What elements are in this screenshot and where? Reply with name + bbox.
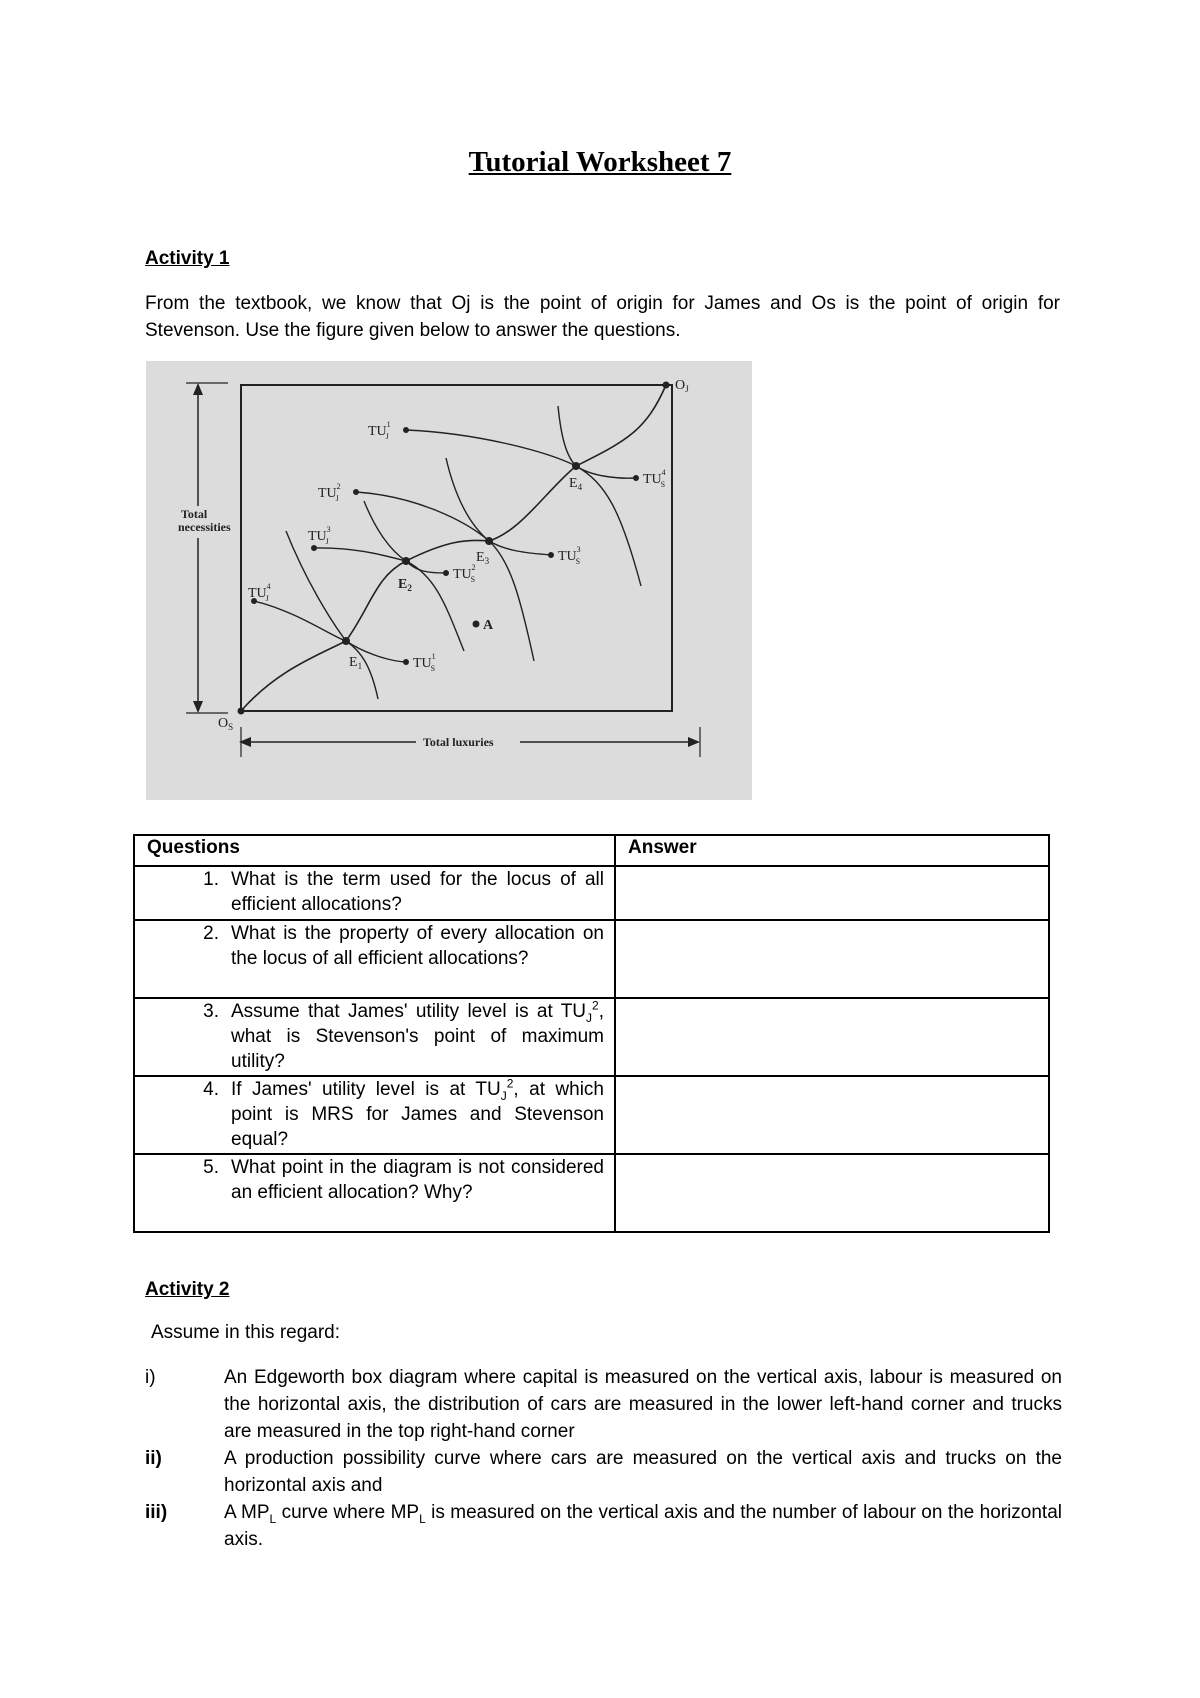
svg-text:TU3S: $TU^3$ S: [558, 545, 581, 566]
table-row: [134, 998, 1049, 1076]
svg-text:E2: $E_2$: [398, 577, 412, 593]
point-e3: [485, 537, 493, 545]
list-item: [145, 1364, 1062, 1445]
tuj3-curve: [314, 548, 464, 651]
question-cell: [134, 1154, 615, 1232]
svg-text:E3: $E_3$: [476, 550, 490, 566]
label-e4: E: [569, 476, 578, 491]
svg-text:OJ: $O_J$: [675, 378, 689, 394]
list-item-text: A production possibility curve where cars are measured on the vertical axis and trucks on the horizontal axis and: [224, 1448, 1062, 1496]
answer-column-header: Answer: [615, 835, 1049, 866]
svg-text:TU2S: $TU^2$ S: [453, 563, 476, 584]
label-e3: E: [476, 550, 485, 565]
svg-text:TU2J: $TU^2$ J: [318, 482, 341, 503]
tus1-sup: 1: [431, 652, 436, 661]
tuj1-curve: [406, 430, 641, 586]
question-number: 4.: [203, 1079, 219, 1100]
list-item: [145, 1499, 1062, 1553]
tus3-sub: S: [575, 557, 581, 566]
question-text: What is the property of every allocation on the locus of all efficient allocations?: [231, 923, 604, 969]
svg-text:TU4S: $TU^4$ S: [643, 468, 666, 489]
question-text: Assume that James' utility level is at $TU_J^2$, what is Stevenson's point of maximum utility?: [231, 998, 604, 1072]
tus4-sup: 4: [661, 468, 666, 477]
point-oj: [663, 382, 670, 389]
question-cell: [134, 998, 615, 1076]
activity-1-intro: From the textbook, we know that Oj is the point of origin for James and Os is the point of origin for Stevenson. Use the figure given below to answer the questions.: [145, 293, 1060, 341]
y-axis-label-2: necessities: [178, 520, 231, 534]
tus4-sub: S: [660, 480, 666, 489]
table-row: [134, 1076, 1049, 1154]
answer-cell[interactable]: [615, 1154, 1049, 1232]
edgeworth-box-figure: [146, 361, 752, 800]
tuj4-curve: [254, 601, 378, 699]
answer-cell[interactable]: [615, 1076, 1049, 1154]
list-marker: ii): [145, 1448, 162, 1469]
tuj4-sub: J: [265, 594, 269, 603]
point-e1: [342, 637, 350, 645]
answer-cell[interactable]: [615, 866, 1049, 920]
question-number: 3.: [203, 1001, 219, 1022]
tuj1-sub: J: [385, 432, 389, 441]
tuj2-curve: [356, 492, 534, 661]
tuj3-sup: 3: [326, 525, 331, 534]
tuj3-sub: J: [325, 537, 329, 546]
point-e4: [572, 462, 580, 470]
tus1-sub: S: [430, 664, 436, 673]
tuj1-sup: 1: [386, 420, 391, 429]
questions-column-header: Questions: [134, 835, 615, 866]
list-item-text: An Edgeworth box diagram where capital is measured on the vertical axis, labour is measured on the horizontal axis, the distribution of cars are measured in the lower left-hand corner and trucks are measured in the top right-hand corner: [224, 1367, 1062, 1442]
answer-cell[interactable]: [615, 998, 1049, 1076]
svg-text:E1: $E_1$: [349, 655, 363, 671]
table-header-row: [134, 835, 1049, 866]
question-number: 2.: [203, 923, 219, 944]
tus3-sup: 3: [576, 545, 581, 554]
question-text: What is the term used for the locus of all efficient allocations?: [231, 869, 604, 915]
x-axis-label: Total luxuries: [423, 735, 494, 749]
activity-2-intro: Assume in this regard:: [151, 1322, 341, 1343]
question-cell: [134, 866, 615, 920]
answer-cell[interactable]: [615, 920, 1049, 998]
tuj2-sub: J: [335, 494, 339, 503]
y-axis-label-1: Total: [181, 507, 208, 521]
table-row: [134, 1154, 1049, 1232]
question-number: 1.: [203, 869, 219, 890]
label-oj: O: [675, 378, 686, 393]
tus2-sub: S: [470, 575, 476, 584]
point-os: [238, 708, 245, 715]
questions-table: [133, 834, 1050, 1233]
label-e2: E: [398, 577, 408, 592]
svg-text:TU1J: $TU^1$ J: [368, 420, 391, 441]
list-item: [145, 1445, 1062, 1499]
label-os: O: [218, 716, 229, 731]
point-a: [473, 621, 480, 628]
svg-text:TU1S: $TU^1$ S: [413, 652, 436, 673]
list-marker: i): [145, 1367, 156, 1388]
activity-2-heading: Activity 2: [145, 1279, 230, 1300]
table-row: [134, 920, 1049, 998]
label-a: A: [483, 618, 494, 633]
activity-1-heading: Activity 1: [145, 248, 230, 269]
page-title: Tutorial Worksheet 7: [468, 146, 732, 178]
tuj4-sup: 4: [266, 582, 271, 591]
svg-text:TU4J: $TU^4$ J: [248, 582, 271, 603]
question-cell: [134, 920, 615, 998]
svg-text:OS: $O_S$: [218, 716, 234, 732]
svg-text:E4: $E_4$: [569, 476, 583, 492]
tus4-curve: [558, 406, 636, 478]
question-text: What point in the diagram is not considered an efficient allocation? Why?: [231, 1157, 604, 1203]
svg-text:TU3J: $TU^3$ J: [308, 525, 331, 546]
tus2-sup: 2: [471, 563, 476, 572]
question-number: 5.: [203, 1157, 219, 1178]
question-cell: [134, 1076, 615, 1154]
activity-2-list: [145, 1364, 1062, 1553]
point-e2: [402, 557, 410, 565]
tuj2-sup: 2: [336, 482, 341, 491]
list-marker: iii): [145, 1502, 168, 1523]
question-text: If James' utility level is at $TU_J^2$, at which point is MRS for James and Stevenson equal?: [231, 1076, 604, 1150]
label-e1: E: [349, 655, 358, 670]
table-row: [134, 866, 1049, 920]
list-item-text: A $MP_L$ curve where $MP_L$ is measured on the vertical axis and the number of labour on the horizontal axis.: [224, 1502, 1063, 1550]
